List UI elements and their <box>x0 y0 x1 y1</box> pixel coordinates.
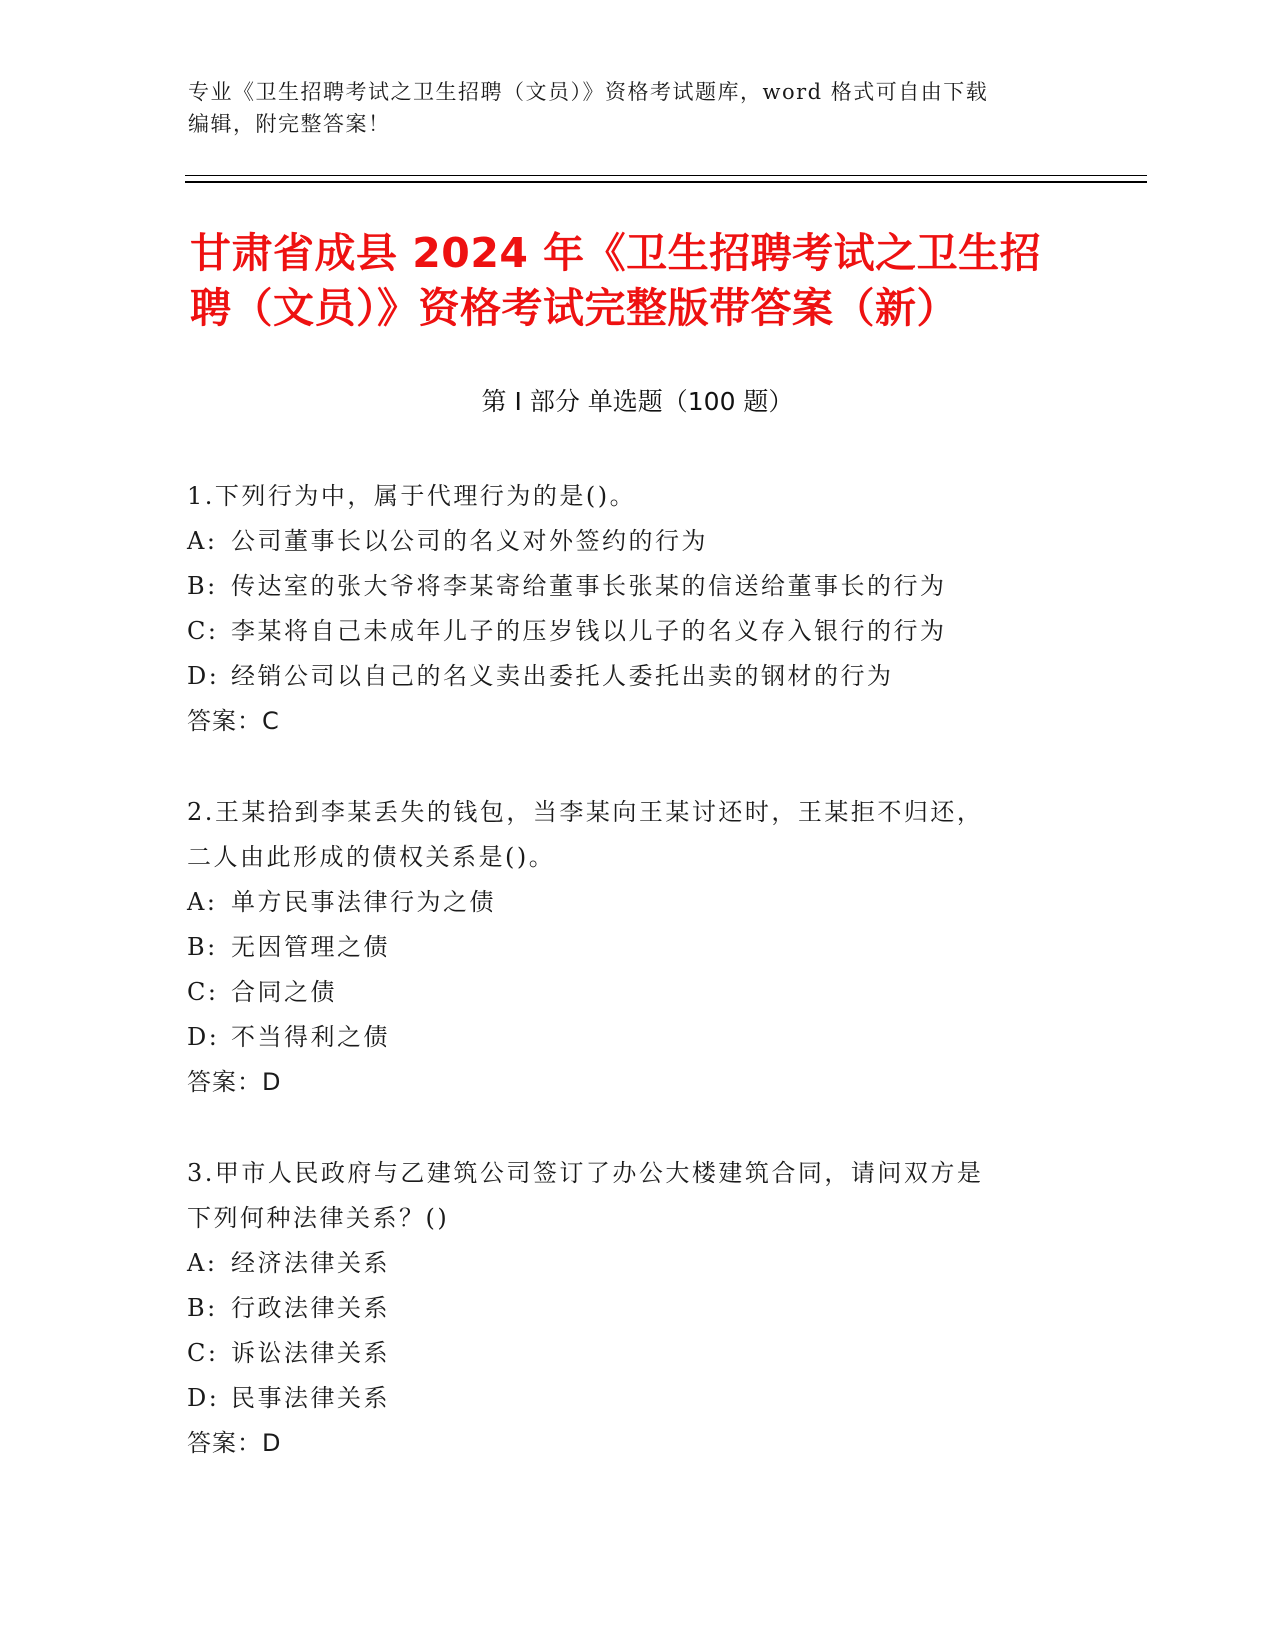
option-key: A: <box>187 888 218 916</box>
option-text: 传达室的张大爷将李某寄给董事长张某的信送给董事长的行为 <box>231 572 947 600</box>
option-key: C: <box>187 617 219 645</box>
option-text: 合同之债 <box>231 978 337 1006</box>
question-option <box>187 519 1067 564</box>
question-item <box>187 790 1067 1105</box>
option-key: B: <box>187 1294 218 1322</box>
question-stem: 2.王某拾到李某丢失的钱包，当李某向王某讨还时，王某拒不归还， <box>187 798 984 826</box>
document-title-line: 甘肃省成县 2024 年《卫生招聘考试之卫生招 <box>190 229 1042 277</box>
question-stem: 1.下列行为中，属于代理行为的是()。 <box>187 482 637 510</box>
document-title-line: 聘（文员）》资格考试完整版带答案（新） <box>190 284 958 332</box>
question-answer: 答案：D <box>187 1068 282 1096</box>
option-key: A: <box>187 527 218 555</box>
option-text: 李某将自己未成年儿子的压岁钱以儿子的名义存入银行的行为 <box>231 617 947 645</box>
question-item <box>187 1151 1067 1466</box>
question-option <box>187 1241 1067 1286</box>
question-stem: 二人由此形成的债权关系是()。 <box>187 843 556 871</box>
question-option <box>187 1286 1067 1331</box>
question-option <box>187 609 1067 654</box>
question-stem: 3.甲市人民政府与乙建筑公司签订了办公大楼建筑合同，请问双方是 <box>187 1159 984 1187</box>
question-option <box>187 1376 1067 1421</box>
option-key: C: <box>187 1339 219 1367</box>
option-key: D: <box>187 662 220 690</box>
question-option <box>187 1331 1067 1376</box>
header-note-line: 专业《卫生招聘考试之卫生招聘（文员）》资格考试题库，word 格式可自由下载 <box>188 80 989 104</box>
question-option <box>187 1015 1067 1060</box>
option-key: B: <box>187 933 218 961</box>
question-option <box>187 654 1067 699</box>
option-key: D: <box>187 1023 220 1051</box>
question-stem: 下列何种法律关系？() <box>187 1204 450 1232</box>
question-option <box>187 564 1067 609</box>
question-option <box>187 880 1067 925</box>
option-text: 经济法律关系 <box>231 1249 390 1277</box>
question-option <box>187 925 1067 970</box>
option-key: A: <box>187 1249 218 1277</box>
option-text: 行政法律关系 <box>231 1294 390 1322</box>
option-key: C: <box>187 978 219 1006</box>
option-text: 经销公司以自己的名义卖出委托人委托出卖的钢材的行为 <box>231 662 894 690</box>
header-divider <box>185 175 1147 183</box>
document-title <box>190 226 1090 336</box>
option-text: 无因管理之债 <box>231 933 390 961</box>
question-answer: 答案：C <box>187 707 280 735</box>
header-note-line: 编辑，附完整答案！ <box>188 112 391 136</box>
option-key: B: <box>187 572 218 600</box>
question-list <box>187 474 1067 1512</box>
question-answer: 答案：D <box>187 1429 282 1457</box>
option-text: 单方民事法律行为之债 <box>231 888 496 916</box>
option-text: 不当得利之债 <box>231 1023 390 1051</box>
option-text: 公司董事长以公司的名义对外签约的行为 <box>231 527 708 555</box>
option-key: D: <box>187 1384 220 1412</box>
section-title: 第 I 部分 单选题（100 题） <box>481 387 794 416</box>
option-text: 民事法律关系 <box>231 1384 390 1412</box>
header-note <box>188 76 1088 140</box>
question-item <box>187 474 1067 744</box>
option-text: 诉讼法律关系 <box>231 1339 390 1367</box>
question-option <box>187 970 1067 1015</box>
